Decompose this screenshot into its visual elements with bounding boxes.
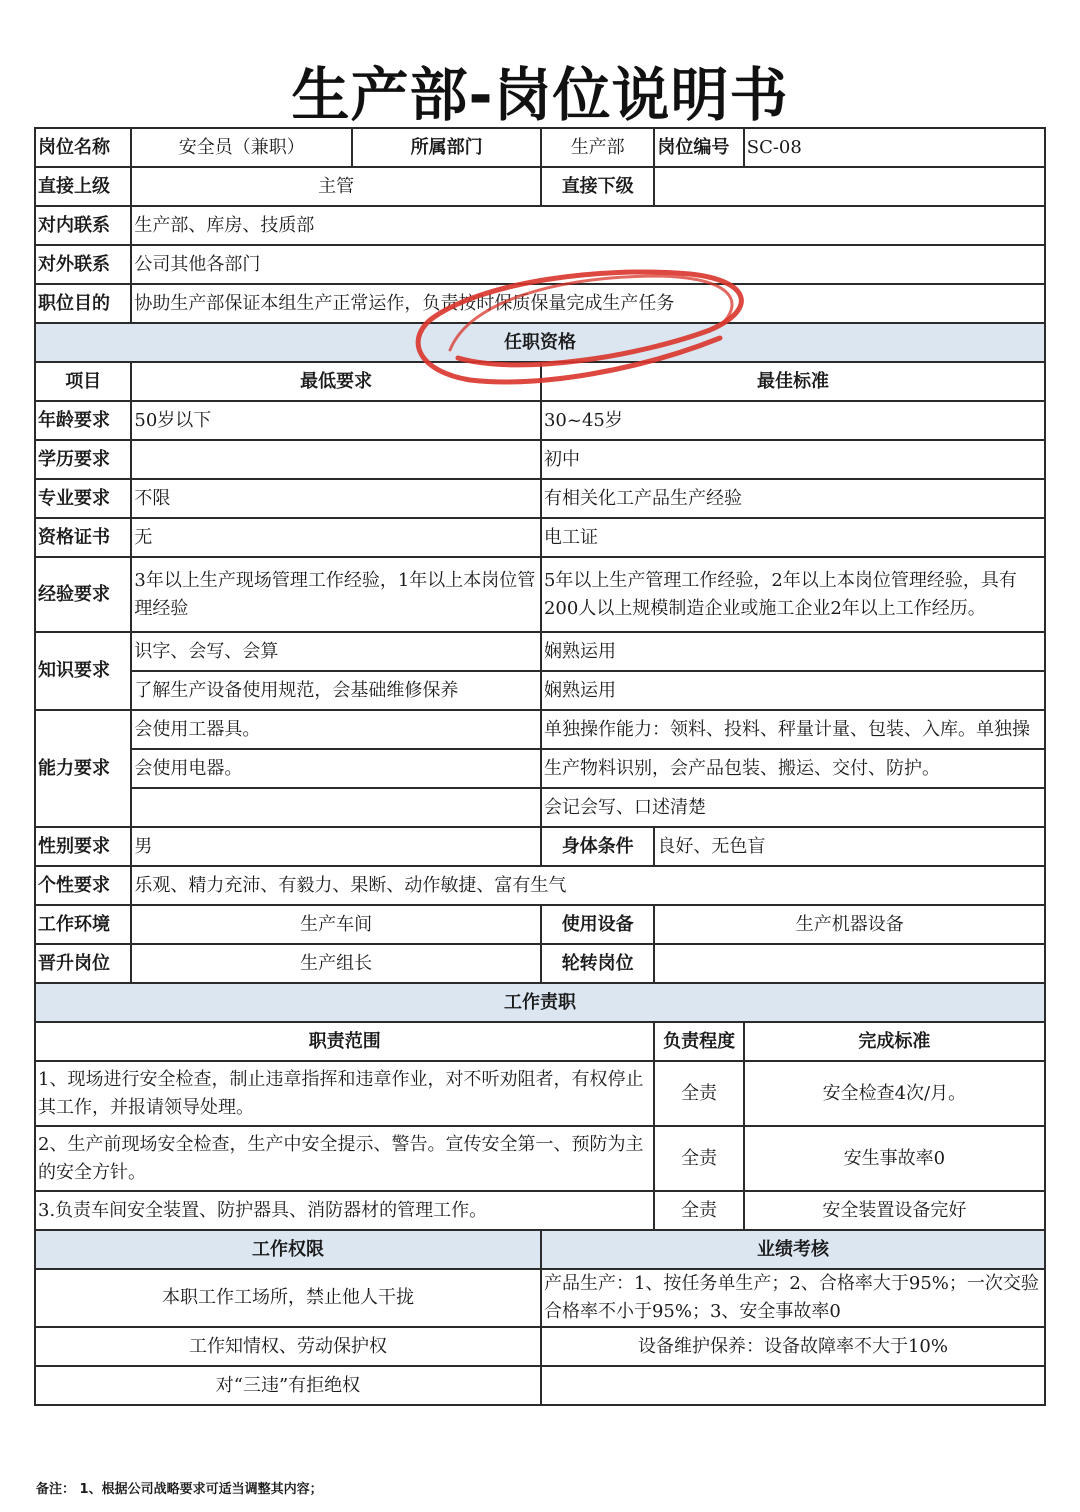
min-ability-2: 会使用电器。 bbox=[131, 749, 541, 788]
col-item: 项目 bbox=[35, 362, 131, 401]
duty-scope-1: 1、现场进行安全检查，制止违章指挥和违章作业，对不听劝阻者，有权停止其工作，并报请领导处理。 bbox=[35, 1061, 654, 1126]
row-duty-1 bbox=[35, 1061, 1045, 1126]
label-physical: 身体条件 bbox=[541, 827, 654, 866]
row-ability-1 bbox=[35, 710, 1045, 749]
page-title: 生产部-岗位说明书 bbox=[291, 61, 789, 129]
duty-standard-3: 安全装置设备完好 bbox=[744, 1191, 1045, 1230]
value-gender: 男 bbox=[131, 827, 541, 866]
min-experience: 3年以上生产现场管理工作经验，1年以上本岗位管理经验 bbox=[131, 557, 541, 632]
duty-scope-2: 2、生产前现场安全检查，生产中安全提示、警告。宣传安全第一、预防为主的安全方针。 bbox=[35, 1126, 654, 1191]
duty-scope-3: 3.负责车间安全装置、防护器具、消防器材的管理工作。 bbox=[35, 1191, 654, 1230]
value-environment: 生产车间 bbox=[131, 905, 541, 944]
authority-1: 本职工作工场所，禁止他人干拢 bbox=[35, 1269, 541, 1327]
min-ability-1: 会使用工器具。 bbox=[131, 710, 541, 749]
row-duty-2 bbox=[35, 1126, 1045, 1191]
label-department: 所属部门 bbox=[352, 128, 541, 167]
authority-3: 对“三违”有拒绝权 bbox=[35, 1366, 541, 1405]
label-major: 专业要求 bbox=[35, 479, 131, 518]
min-ability-3 bbox=[131, 788, 541, 827]
row-external bbox=[35, 245, 1045, 284]
value-purpose: 协助生产部保证本组生产正常运作，负责按时保质保量完成生产任务 bbox=[131, 284, 1045, 323]
section-authority: 工作权限 bbox=[35, 1230, 541, 1269]
best-experience: 5年以上生产管理工作经验，2年以上本岗位管理经验，具有200人以上规模制造企业或施工企业2年以上工作经历。 bbox=[541, 557, 1045, 632]
label-post-name: 岗位名称 bbox=[35, 128, 131, 167]
col-degree: 负责程度 bbox=[654, 1022, 743, 1061]
col-min: 最低要求 bbox=[131, 362, 541, 401]
value-personality: 乐观、精力充沛、有毅力、果断、动作敏捷、富有生气 bbox=[131, 866, 1045, 905]
best-knowledge-2: 娴熟运用 bbox=[541, 671, 1045, 710]
best-certificate: 电工证 bbox=[541, 518, 1045, 557]
row-authority-3 bbox=[35, 1366, 1045, 1405]
label-subordinate: 直接下级 bbox=[541, 167, 654, 206]
assessment-3 bbox=[541, 1366, 1045, 1405]
label-purpose: 职位目的 bbox=[35, 284, 131, 323]
best-major: 有相关化工产品生产经验 bbox=[541, 479, 1045, 518]
row-authority-1 bbox=[35, 1269, 1045, 1327]
best-ability-1-text: 单独操作能力：领料、投料、秤量计量、包装、入库。单独操 bbox=[543, 718, 1030, 740]
assessment-1: 产品生产：1、按任务单生产；2、合格率大于95%；一次交验合格率不小于95%；3、安全事故率0 bbox=[541, 1269, 1045, 1327]
row-environment bbox=[35, 905, 1045, 944]
row-education bbox=[35, 440, 1045, 479]
row-authority-2 bbox=[35, 1327, 1045, 1366]
row-knowledge-1 bbox=[35, 632, 1045, 671]
label-environment: 工作环境 bbox=[35, 905, 131, 944]
col-standard: 完成标准 bbox=[744, 1022, 1045, 1061]
row-duties-columns bbox=[35, 1022, 1045, 1061]
label-external: 对外联系 bbox=[35, 245, 131, 284]
min-major: 不限 bbox=[131, 479, 541, 518]
value-post-name: 安全员（兼职） bbox=[131, 128, 352, 167]
col-best: 最佳标准 bbox=[541, 362, 1045, 401]
value-superior: 主管 bbox=[131, 167, 541, 206]
section-qualification: 任职资格 bbox=[35, 323, 1045, 362]
min-age: 50岁以下 bbox=[131, 401, 541, 440]
job-description-table bbox=[34, 127, 1046, 1406]
row-personality bbox=[35, 866, 1045, 905]
label-gender: 性别要求 bbox=[35, 827, 131, 866]
best-ability-1 bbox=[541, 710, 1045, 749]
row-experience bbox=[35, 557, 1045, 632]
label-personality: 个性要求 bbox=[35, 866, 131, 905]
row-superior bbox=[35, 167, 1045, 206]
value-department: 生产部 bbox=[541, 128, 654, 167]
section-duties: 工作责职 bbox=[35, 983, 1045, 1022]
row-knowledge-2 bbox=[35, 671, 1045, 710]
row-duties-header bbox=[35, 983, 1045, 1022]
value-physical: 良好、无色盲 bbox=[654, 827, 1045, 866]
best-ability-2: 生产物料识别，会产品包装、搬运、交付、防护。 bbox=[541, 749, 1045, 788]
value-internal: 生产部、库房、技质部 bbox=[131, 206, 1045, 245]
min-education bbox=[131, 440, 541, 479]
min-certificate: 无 bbox=[131, 518, 541, 557]
best-age: 30~45岁 bbox=[541, 401, 1045, 440]
value-post-code: SC-08 bbox=[744, 128, 1045, 167]
label-ability: 能力要求 bbox=[35, 710, 131, 827]
best-education: 初中 bbox=[541, 440, 1045, 479]
value-equipment: 生产机器设备 bbox=[654, 905, 1045, 944]
duty-standard-2: 安生事故率0 bbox=[744, 1126, 1045, 1191]
row-promotion bbox=[35, 944, 1045, 983]
min-knowledge-1: 识字、会写、会算 bbox=[131, 632, 541, 671]
row-ability-2 bbox=[35, 749, 1045, 788]
best-ability-3: 会记会写、口述清楚 bbox=[541, 788, 1045, 827]
footnote: 备注： 1、根据公司战略要求可适当调整其内容； bbox=[36, 1482, 323, 1497]
duty-degree-2: 全责 bbox=[654, 1126, 743, 1191]
section-assessment: 业绩考核 bbox=[541, 1230, 1045, 1269]
label-certificate: 资格证书 bbox=[35, 518, 131, 557]
row-ability-3 bbox=[35, 788, 1045, 827]
label-superior: 直接上级 bbox=[35, 167, 131, 206]
label-post-code: 岗位编号 bbox=[654, 128, 743, 167]
label-age: 年龄要求 bbox=[35, 401, 131, 440]
row-qualification-columns bbox=[35, 362, 1045, 401]
duty-degree-1: 全责 bbox=[654, 1061, 743, 1126]
label-promotion: 晋升岗位 bbox=[35, 944, 131, 983]
row-internal bbox=[35, 206, 1045, 245]
duty-standard-1: 安全检查4次/月。 bbox=[744, 1061, 1045, 1126]
duty-degree-3: 全责 bbox=[654, 1191, 743, 1230]
best-knowledge-1: 娴熟运用 bbox=[541, 632, 1045, 671]
label-internal: 对内联系 bbox=[35, 206, 131, 245]
value-subordinate bbox=[654, 167, 1045, 206]
row-duty-3 bbox=[35, 1191, 1045, 1230]
label-rotation: 轮转岗位 bbox=[541, 944, 654, 983]
row-post-name bbox=[35, 128, 1045, 167]
row-gender bbox=[35, 827, 1045, 866]
label-experience: 经验要求 bbox=[35, 557, 131, 632]
assessment-2: 设备维护保养：设备故障率不大于10% bbox=[541, 1327, 1045, 1366]
col-scope: 职责范围 bbox=[35, 1022, 654, 1061]
row-major bbox=[35, 479, 1045, 518]
authority-2: 工作知情权、劳动保护权 bbox=[35, 1327, 541, 1366]
min-knowledge-2: 了解生产设备使用规范，会基础维修保养 bbox=[131, 671, 541, 710]
label-equipment: 使用设备 bbox=[541, 905, 654, 944]
row-authority-header bbox=[35, 1230, 1045, 1269]
row-qualification-header bbox=[35, 323, 1045, 362]
label-knowledge: 知识要求 bbox=[35, 632, 131, 710]
label-education: 学历要求 bbox=[35, 440, 131, 479]
row-certificate bbox=[35, 518, 1045, 557]
value-external: 公司其他各部门 bbox=[131, 245, 1045, 284]
row-age bbox=[35, 401, 1045, 440]
value-promotion: 生产组长 bbox=[131, 944, 541, 983]
value-rotation bbox=[654, 944, 1045, 983]
row-purpose bbox=[35, 284, 1045, 323]
